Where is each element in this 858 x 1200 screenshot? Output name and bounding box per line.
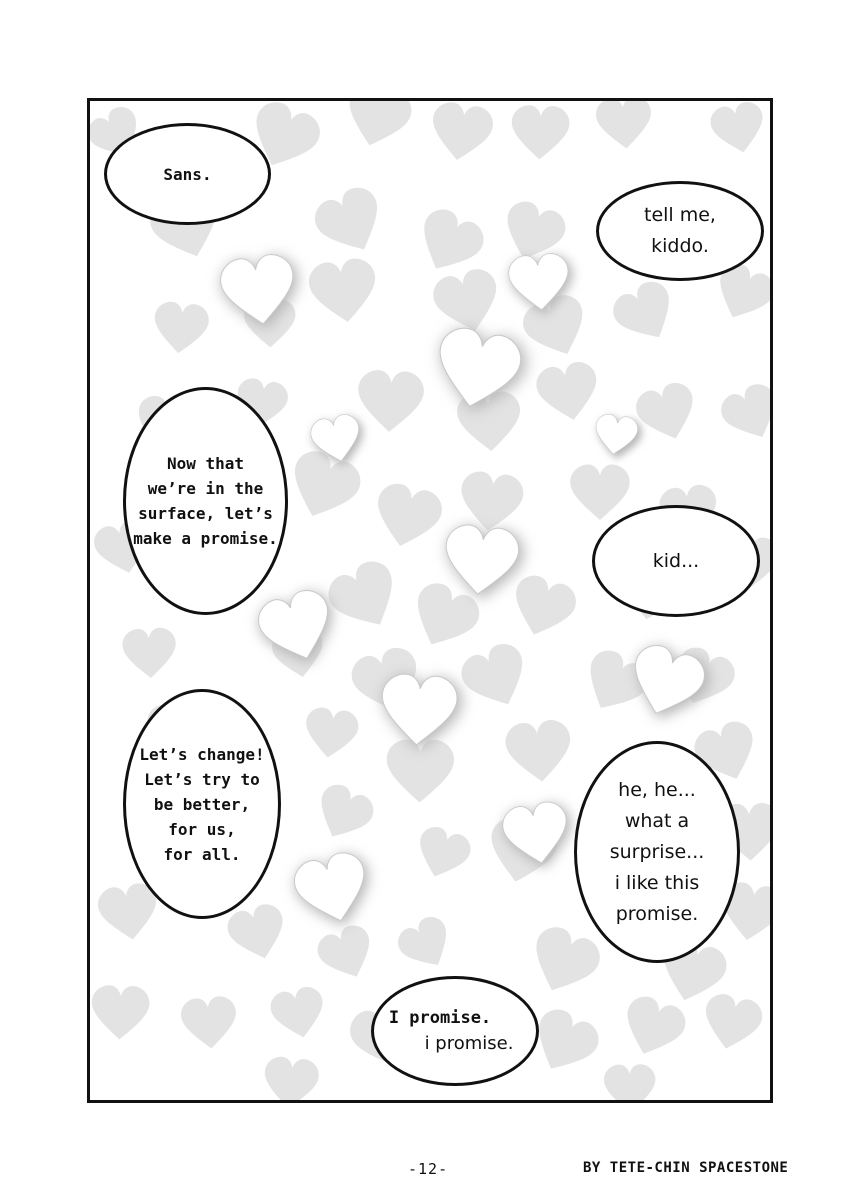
heart-icon: [268, 984, 329, 1043]
bubble-text: Now that we’re in the surface, let’s make a promise.: [133, 454, 278, 548]
heart-icon: [356, 369, 425, 433]
heart-icon: [313, 921, 381, 987]
heart-icon: [151, 300, 210, 356]
speech-bubble-frisk-sans: [104, 123, 271, 225]
heart-icon: [456, 638, 537, 717]
heart-icon: [91, 985, 150, 1041]
speech-bubble-promise: [371, 976, 539, 1086]
heart-icon: [339, 101, 416, 154]
comic-panel: [87, 98, 773, 1103]
bubble-text-frisk: I promise.: [388, 1007, 492, 1028]
heart-icon: [261, 1055, 320, 1100]
heart-icon: [522, 921, 606, 1003]
heart-icon: [180, 995, 239, 1051]
heart-icon: [632, 378, 703, 447]
heart-icon: [716, 379, 770, 449]
speech-bubble-frisk-surface: [123, 387, 288, 615]
heart-icon: [369, 480, 446, 554]
heart-icon: [698, 991, 765, 1055]
heart-icon: [616, 992, 691, 1064]
heart-icon: [441, 523, 520, 598]
speech-bubble-sans-tell-me: [596, 181, 764, 281]
heart-icon: [410, 823, 474, 885]
heart-icon: [533, 359, 603, 426]
heart-icon: [607, 275, 685, 351]
heart-icon: [281, 445, 366, 528]
heart-icon: [505, 571, 581, 644]
heart-icon: [708, 101, 769, 158]
page-number: -12-: [408, 1160, 449, 1178]
heart-icon: [595, 101, 654, 151]
heart-icon: [504, 718, 575, 785]
heart-icon: [592, 413, 639, 457]
bubble-text-sans: i promise.: [424, 1032, 514, 1054]
heart-icon: [429, 265, 506, 339]
heart-icon: [379, 673, 458, 748]
heart-icon: [308, 779, 379, 848]
heart-icon: [511, 105, 570, 161]
heart-icon: [604, 1064, 656, 1100]
heart-icon: [309, 181, 394, 264]
heart-icon: [322, 554, 410, 640]
heart-icon: [122, 627, 178, 679]
bubble-text: Let’s change! Let’s try to be better, for us, for all.: [139, 744, 265, 864]
bubble-text: kid...: [652, 549, 700, 572]
bubble-text: he, he... what a surprise... i like this promise.: [609, 778, 705, 925]
bubble-text: Sans.: [163, 164, 212, 184]
speech-bubble-sans-surprise: [574, 741, 740, 963]
heart-icon: [570, 465, 629, 520]
heart-icon: [427, 101, 495, 165]
bubble-text: tell me, kiddo.: [644, 204, 716, 257]
heart-icon: [393, 911, 460, 977]
heart-icon: [306, 256, 380, 327]
heart-icon: [302, 706, 361, 762]
speech-bubble-sans-kid: [592, 505, 760, 617]
speech-bubble-frisk-change: [123, 689, 281, 919]
heart-icon: [224, 900, 292, 965]
author-credit: BY TETE-CHIN SPACESTONE: [583, 1160, 789, 1176]
